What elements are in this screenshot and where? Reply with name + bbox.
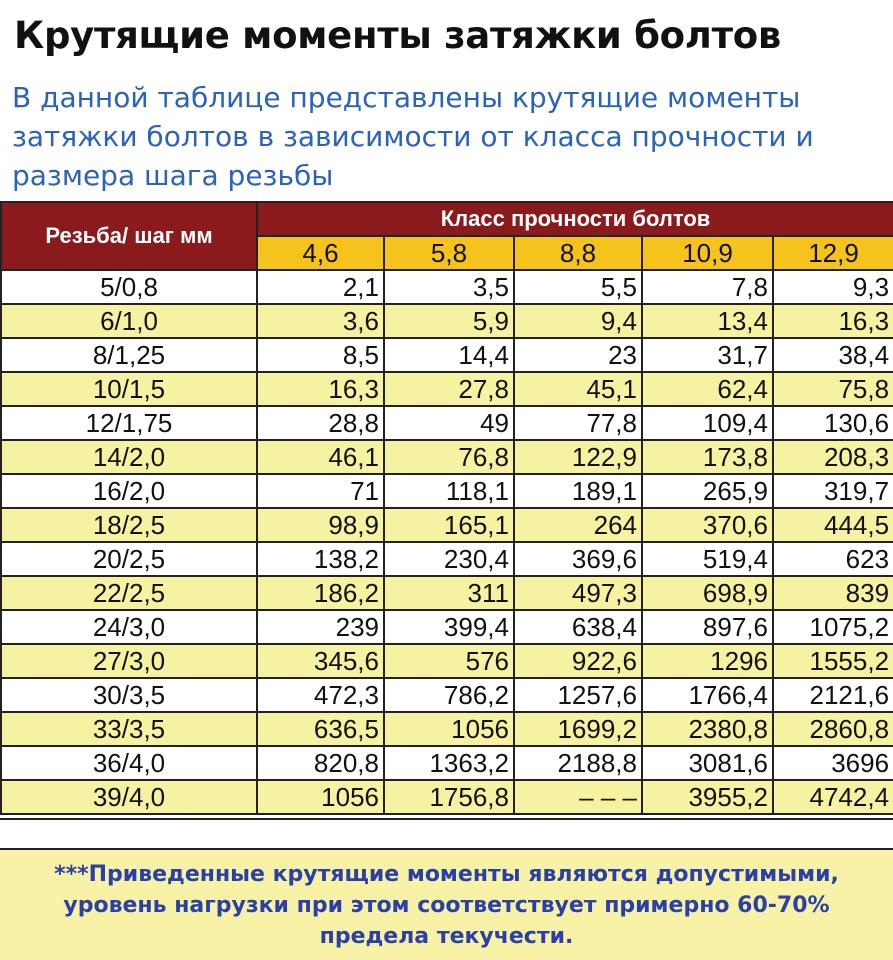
torque-value-cell: 444,5 (773, 508, 893, 542)
torque-value-cell: 130,6 (773, 406, 893, 440)
thread-size-cell: 39/4,0 (1, 780, 257, 814)
torque-value-cell: 369,6 (514, 542, 642, 576)
thread-size-cell: 18/2,5 (1, 508, 257, 542)
class-header: 8,8 (514, 236, 642, 270)
torque-value-cell: 8,5 (257, 338, 384, 372)
torque-value-cell: 45,1 (514, 372, 642, 406)
table-row (1, 270, 893, 304)
footnote-box (0, 848, 893, 960)
thread-size-cell: 14/2,0 (1, 440, 257, 474)
thread-size-cell: 20/2,5 (1, 542, 257, 576)
torque-value-cell: 109,4 (642, 406, 773, 440)
torque-value-cell: 16,3 (257, 372, 384, 406)
class-header: 10,9 (642, 236, 773, 270)
torque-value-cell: 3,6 (257, 304, 384, 338)
class-header: 5,8 (384, 236, 514, 270)
torque-value-cell: – – – (514, 780, 642, 814)
torque-value-cell: 9,3 (773, 270, 893, 304)
torque-value-cell: 576 (384, 644, 514, 678)
table-row (1, 508, 893, 542)
torque-value-cell: 122,9 (514, 440, 642, 474)
torque-value-cell: 519,4 (642, 542, 773, 576)
torque-value-cell: 265,9 (642, 474, 773, 508)
torque-value-cell: 4742,4 (773, 780, 893, 814)
torque-value-cell: 399,4 (384, 610, 514, 644)
torque-value-cell: 165,1 (384, 508, 514, 542)
thread-size-cell: 5/0,8 (1, 270, 257, 304)
class-header: 4,6 (257, 236, 384, 270)
torque-value-cell: 1056 (384, 712, 514, 746)
torque-value-cell: 3,5 (384, 270, 514, 304)
torque-value-cell: 14,4 (384, 338, 514, 372)
thread-size-cell: 33/3,5 (1, 712, 257, 746)
torque-value-cell: 186,2 (257, 576, 384, 610)
torque-value-cell: 5,5 (514, 270, 642, 304)
strength-class-header: Класс прочности болтов (257, 202, 893, 236)
torque-value-cell: 38,4 (773, 338, 893, 372)
torque-value-cell: 820,8 (257, 746, 384, 780)
torque-value-cell: 311 (384, 576, 514, 610)
torque-value-cell: 636,5 (257, 712, 384, 746)
torque-value-cell: 345,6 (257, 644, 384, 678)
torque-value-cell: 2121,6 (773, 678, 893, 712)
torque-value-cell: 319,7 (773, 474, 893, 508)
torque-value-cell: 3081,6 (642, 746, 773, 780)
torque-value-cell: 1056 (257, 780, 384, 814)
torque-table (0, 201, 893, 815)
table-row (1, 372, 893, 406)
thread-size-cell: 24/3,0 (1, 610, 257, 644)
torque-value-cell: 118,1 (384, 474, 514, 508)
torque-value-cell: 638,4 (514, 610, 642, 644)
torque-value-cell: 9,4 (514, 304, 642, 338)
table-row (1, 610, 893, 644)
table-row (1, 576, 893, 610)
class-header: 12,9 (773, 236, 893, 270)
thread-size-cell: 6/1,0 (1, 304, 257, 338)
torque-value-cell: 2188,8 (514, 746, 642, 780)
torque-value-cell: 31,7 (642, 338, 773, 372)
torque-value-cell: 173,8 (642, 440, 773, 474)
torque-value-cell: 922,6 (514, 644, 642, 678)
thread-size-cell: 16/2,0 (1, 474, 257, 508)
torque-value-cell: 370,6 (642, 508, 773, 542)
torque-value-cell: 623 (773, 542, 893, 576)
torque-value-cell: 189,1 (514, 474, 642, 508)
torque-value-cell: 472,3 (257, 678, 384, 712)
thread-size-cell: 12/1,75 (1, 406, 257, 440)
torque-value-cell: 28,8 (257, 406, 384, 440)
torque-value-cell: 3696 (773, 746, 893, 780)
torque-value-cell: 1555,2 (773, 644, 893, 678)
torque-value-cell: 27,8 (384, 372, 514, 406)
torque-value-cell: 786,2 (384, 678, 514, 712)
torque-value-cell: 71 (257, 474, 384, 508)
torque-value-cell: 7,8 (642, 270, 773, 304)
torque-value-cell: 2380,8 (642, 712, 773, 746)
torque-value-cell: 839 (773, 576, 893, 610)
torque-value-cell: 2,1 (257, 270, 384, 304)
table-row (1, 644, 893, 678)
torque-value-cell: 62,4 (642, 372, 773, 406)
table-row (1, 780, 893, 814)
torque-value-cell: 1075,2 (773, 610, 893, 644)
torque-value-cell: 239 (257, 610, 384, 644)
table-row (1, 440, 893, 474)
torque-value-cell: 1699,2 (514, 712, 642, 746)
footnote-text: ***Приведенные крутящие моменты являются допустимыми, уровень нагрузки при этом соответствует примерно 60-70% предела текучести. (54, 861, 839, 949)
torque-value-cell: 75,8 (773, 372, 893, 406)
torque-value-cell: 46,1 (257, 440, 384, 474)
torque-value-cell: 98,9 (257, 508, 384, 542)
thread-size-cell: 27/3,0 (1, 644, 257, 678)
torque-value-cell: 264 (514, 508, 642, 542)
torque-value-cell: 3955,2 (642, 780, 773, 814)
torque-value-cell: 1296 (642, 644, 773, 678)
table-row (1, 746, 893, 780)
torque-value-cell: 23 (514, 338, 642, 372)
thread-column-header: Резьба/ шаг мм (1, 202, 257, 270)
thread-size-cell: 30/3,5 (1, 678, 257, 712)
torque-value-cell: 208,3 (773, 440, 893, 474)
table-body (1, 270, 893, 814)
table-row (1, 406, 893, 440)
thread-size-cell: 8/1,25 (1, 338, 257, 372)
torque-value-cell: 497,3 (514, 576, 642, 610)
torque-value-cell: 13,4 (642, 304, 773, 338)
table-row (1, 542, 893, 576)
torque-value-cell: 230,4 (384, 542, 514, 576)
torque-value-cell: 76,8 (384, 440, 514, 474)
torque-value-cell: 77,8 (514, 406, 642, 440)
torque-value-cell: 49 (384, 406, 514, 440)
table-row (1, 338, 893, 372)
torque-value-cell: 138,2 (257, 542, 384, 576)
torque-value-cell: 5,9 (384, 304, 514, 338)
torque-value-cell: 1363,2 (384, 746, 514, 780)
torque-value-cell: 1257,6 (514, 678, 642, 712)
thread-size-cell: 22/2,5 (1, 576, 257, 610)
thread-size-cell: 36/4,0 (1, 746, 257, 780)
torque-value-cell: 1756,8 (384, 780, 514, 814)
page-title: Крутящие моменты затяжки болтов (14, 14, 781, 57)
table-row (1, 474, 893, 508)
torque-value-cell: 2860,8 (773, 712, 893, 746)
table-row (1, 678, 893, 712)
torque-value-cell: 698,9 (642, 576, 773, 610)
page-subtitle: В данной таблице представлены крутящие моменты затяжки болтов в зависимости от класса прочности и размера шага резьбы (12, 81, 814, 192)
table-row (1, 712, 893, 746)
table-row (1, 304, 893, 338)
thread-size-cell: 10/1,5 (1, 372, 257, 406)
torque-value-cell: 16,3 (773, 304, 893, 338)
table-spacer (0, 818, 893, 848)
torque-value-cell: 1766,4 (642, 678, 773, 712)
torque-value-cell: 897,6 (642, 610, 773, 644)
